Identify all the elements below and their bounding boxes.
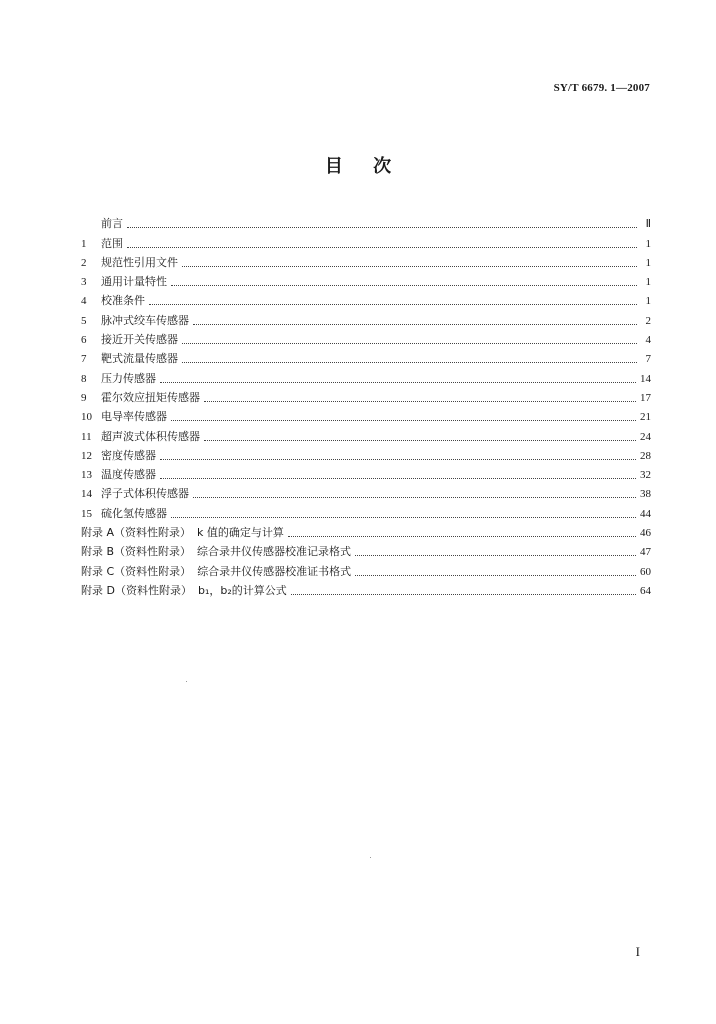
toc-entry[interactable] <box>81 482 651 501</box>
dot-leader <box>160 478 636 479</box>
page-number: I <box>635 944 640 959</box>
toc-entry[interactable] <box>81 212 651 231</box>
toc-entry-number: 5 <box>81 314 87 327</box>
dot-leader <box>204 440 636 441</box>
toc-entry-label: 靶式流量传感器 <box>101 352 178 366</box>
appendix-title: k 值的确定与计算 <box>197 526 284 540</box>
appendix-title: 综合录井仪传感器校准证书格式 <box>197 564 352 578</box>
dot-leader <box>127 227 637 228</box>
toc-entry-number: 6 <box>81 334 87 347</box>
appendix-designation: 附录 C（资料性附录） <box>81 564 192 578</box>
appendix-page: 64 <box>640 584 651 597</box>
toc-entry-page: 1 <box>645 276 651 289</box>
toc-entry-page: 28 <box>640 449 651 462</box>
toc-entry[interactable] <box>81 289 651 308</box>
toc-entry[interactable] <box>81 444 651 463</box>
toc-entry-number: 3 <box>81 276 87 289</box>
toc-entry[interactable] <box>81 463 651 482</box>
toc-entry[interactable] <box>81 231 651 250</box>
toc-entry[interactable] <box>81 270 651 289</box>
appendix-page: 60 <box>640 565 651 578</box>
dot-leader <box>160 382 636 383</box>
toc-entry-number: 8 <box>81 372 87 385</box>
toc-entry-page: 21 <box>640 411 651 424</box>
toc-entry-label: 规范性引用文件 <box>101 255 178 269</box>
toc-entry-label: 脉冲式绞车传感器 <box>101 313 189 327</box>
dot-leader <box>127 247 637 248</box>
toc-entry-label: 通用计量特性 <box>101 275 167 289</box>
toc-entry-number: 4 <box>81 295 87 308</box>
appendix-designation: 附录 A（资料性附录） <box>81 526 192 540</box>
toc-entry-label: 接近开关传感器 <box>101 333 178 347</box>
toc-entry-page: 1 <box>645 237 651 250</box>
dot-leader <box>160 459 636 460</box>
dot-leader <box>182 362 637 363</box>
toc-entry-number: 11 <box>81 430 92 443</box>
standard-code: SY/T 6679. 1—2007 <box>553 82 650 94</box>
toc-appendix-entry[interactable] <box>81 521 651 540</box>
dot-leader <box>355 555 636 556</box>
toc-entry-number: 12 <box>81 449 92 462</box>
toc-entry[interactable] <box>81 347 651 366</box>
toc-entry-number: 1 <box>81 237 87 250</box>
toc-entry-page: 38 <box>640 488 651 501</box>
toc-entry[interactable] <box>81 386 651 405</box>
dot-leader <box>182 266 637 267</box>
toc-entry-number: 14 <box>81 488 92 501</box>
toc-entry-number: 9 <box>81 391 87 404</box>
toc-appendix-entry[interactable] <box>81 579 651 598</box>
toc-entry[interactable] <box>81 366 651 385</box>
toc-entry[interactable] <box>81 424 651 443</box>
toc-entry[interactable] <box>81 405 651 424</box>
toc-entry-label: 校准条件 <box>101 294 145 308</box>
appendix-title: b₁，b₂的计算公式 <box>197 583 287 597</box>
dot-leader <box>193 497 636 498</box>
dot-leader <box>171 420 636 421</box>
toc-entry[interactable] <box>81 251 651 270</box>
toc-entry-page: 7 <box>645 353 651 366</box>
toc-entry-page: 14 <box>640 372 651 385</box>
toc-entry-page: 1 <box>645 295 651 308</box>
toc-entry-page: 32 <box>640 469 651 482</box>
toc-entry-number: 7 <box>81 353 87 366</box>
toc-entry[interactable] <box>81 328 651 347</box>
toc-entry-label: 范围 <box>101 236 123 250</box>
dot-leader <box>204 401 636 402</box>
toc-entry-page: 44 <box>640 507 651 520</box>
scan-speck <box>370 857 371 858</box>
dot-leader <box>171 285 637 286</box>
toc-entry-number: 10 <box>81 411 92 424</box>
appendix-title: 综合录井仪传感器校准记录格式 <box>197 545 352 559</box>
appendix-designation: 附录 D（资料性附录） <box>81 583 192 597</box>
toc-entry-number: 15 <box>81 507 92 520</box>
dot-leader <box>171 517 636 518</box>
toc-entry-label: 硫化氢传感器 <box>101 506 167 520</box>
toc-entry[interactable] <box>81 308 651 327</box>
toc-entry[interactable] <box>81 501 651 520</box>
dot-leader <box>291 594 636 595</box>
toc-entry-label: 温度传感器 <box>101 468 156 482</box>
toc-entry-page: 24 <box>640 430 651 443</box>
dot-leader <box>355 575 636 576</box>
appendix-page: 47 <box>640 546 651 559</box>
dot-leader <box>182 343 637 344</box>
toc-appendix-entry[interactable] <box>81 559 651 578</box>
scan-speck <box>186 681 187 682</box>
dot-leader <box>288 536 636 537</box>
toc-entry-page: 1 <box>645 256 651 269</box>
dot-leader <box>193 324 637 325</box>
dot-leader <box>149 304 637 305</box>
toc-entry-number: 2 <box>81 256 87 269</box>
toc-entry-label: 超声波式体积传感器 <box>101 429 200 443</box>
toc-entry-label: 霍尔效应扭矩传感器 <box>101 390 200 404</box>
appendix-page: 46 <box>640 527 651 540</box>
toc-entry-label: 浮子式体积传感器 <box>101 487 189 501</box>
toc-entry-number: 13 <box>81 469 92 482</box>
toc-entry-label: 压力传感器 <box>101 371 156 385</box>
toc-entry-label: 前言 <box>101 217 123 231</box>
toc-entry-label: 电导率传感器 <box>101 410 167 424</box>
toc-entry-page: 17 <box>640 391 651 404</box>
toc-entry-page: Ⅱ <box>645 218 651 231</box>
toc-title: 目 次 <box>324 156 392 177</box>
toc-entry-page: 2 <box>645 314 651 327</box>
toc-entry-page: 4 <box>645 334 651 347</box>
toc-appendix-entry[interactable] <box>81 540 651 559</box>
toc-entry-label: 密度传感器 <box>101 448 156 462</box>
table-of-contents <box>81 212 651 598</box>
appendix-designation: 附录 B（资料性附录） <box>81 545 192 559</box>
